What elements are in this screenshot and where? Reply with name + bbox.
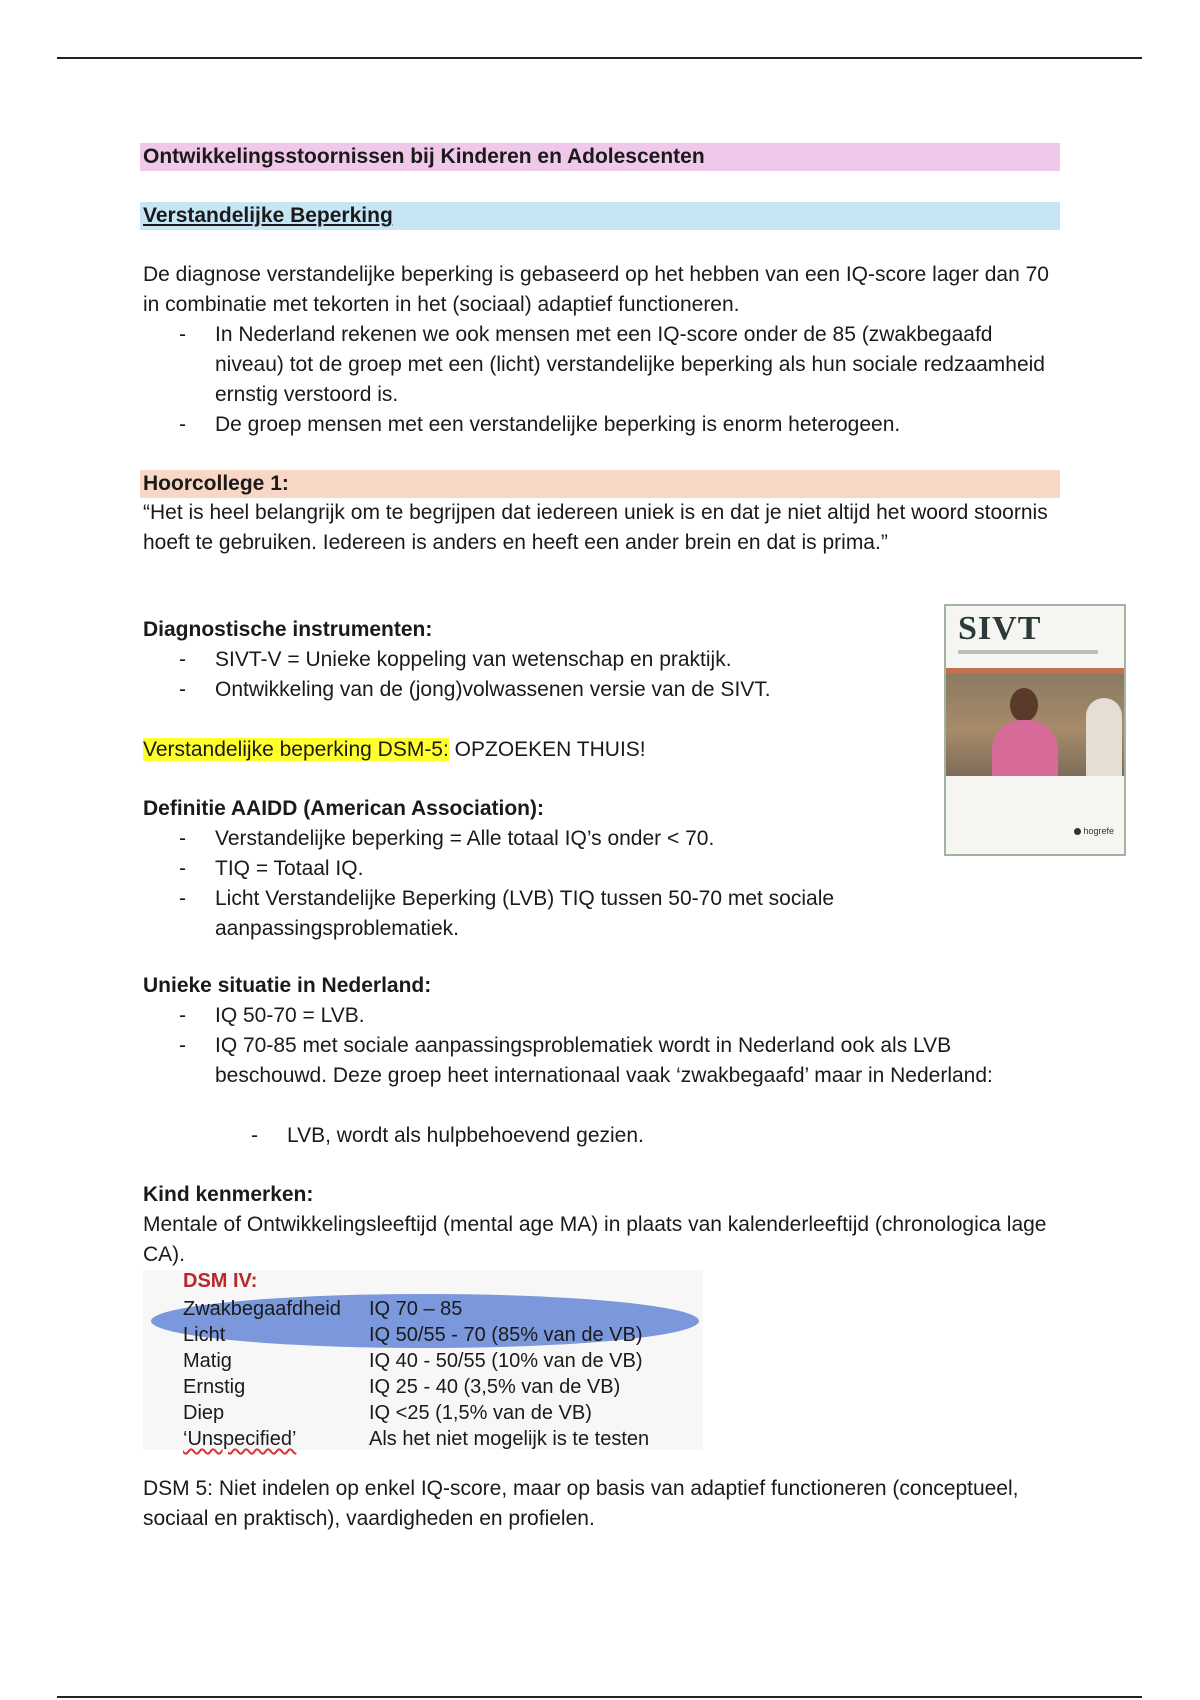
list-item: - In Nederland rekenen we ook mensen met een IQ-score onder de 85 (zwakbegaafd niveau) tot de groep met een (licht) verstandelijke beperking als hun sociale redzaamheid ernstig verstoord is. bbox=[143, 320, 1063, 410]
aaidd-heading: Definitie AAIDD (American Association): bbox=[143, 797, 544, 820]
dsm5-note-highlight: Verstandelijke beperking DSM-5: bbox=[143, 738, 449, 761]
dsm5-paragraph: DSM 5: Niet indelen op enkel IQ-score, maar op basis van adaptief functioneren (conceptueel, sociaal en praktisch), vaardigheden en profielen. bbox=[143, 1477, 1019, 1530]
aaidd-bullets bbox=[143, 824, 1063, 944]
list-item: - TIQ = Totaal IQ. bbox=[143, 854, 1063, 884]
dsm4-title: DSM IV: bbox=[183, 1270, 258, 1292]
list-item: - Licht Verstandelijke Beperking (LVB) TIQ tussen 50-70 met sociale aanpassingsproblematiek. bbox=[143, 884, 1063, 944]
dsm4-row: Ernstig IQ 25 - 40 (3,5% van de VB) bbox=[183, 1376, 621, 1398]
intro-bullets bbox=[143, 320, 1063, 440]
top-rule bbox=[57, 57, 1142, 59]
intro-paragraph: De diagnose verstandelijke beperking is gebaseerd op het hebben van een IQ-score lager dan 70 in combinatie met tekorten in het (sociaal) adaptief functioneren. bbox=[143, 263, 1049, 316]
dsm4-row: ‘Unspecified’ Als het niet mogelijk is te testen bbox=[183, 1428, 650, 1450]
list-item: - De groep mensen met een verstandelijke beperking is enorm heterogeen. bbox=[143, 410, 1063, 440]
list-item: - Ontwikkeling van de (jong)volwassenen versie van de SIVT. bbox=[143, 675, 1063, 705]
kind-heading: Kind kenmerken: bbox=[143, 1183, 314, 1206]
person-body bbox=[992, 720, 1058, 776]
instrumenten-bullets bbox=[143, 645, 1063, 705]
nederland-bullets bbox=[143, 1001, 1063, 1091]
dsm4-row: Diep IQ <25 (1,5% van de VB) bbox=[183, 1402, 592, 1424]
second-figure bbox=[1086, 698, 1122, 776]
list-item: - IQ 50-70 = LVB. bbox=[143, 1001, 1063, 1031]
section-title: Verstandelijke Beperking bbox=[140, 202, 1060, 230]
hoorcollege-quote: “Het is heel belangrijk om te begrijpen dat iedereen uniek is en dat je niet altijd het woord stoornis hoeft te gebruiken. Iedereen is anders en heeft een ander brein en dat is prima.” bbox=[143, 501, 1048, 554]
dsm4-table-image bbox=[143, 1270, 703, 1450]
person-head bbox=[1010, 688, 1038, 722]
list-item: - Verstandelijke beperking = Alle totaal IQ’s onder < 70. bbox=[143, 824, 1063, 854]
dsm4-row: Licht IQ 50/55 - 70 (85% van de VB) bbox=[183, 1324, 643, 1346]
document-title: Ontwikkelingsstoornissen bij Kinderen en Adolescenten bbox=[140, 143, 1060, 171]
dsm5-note-rest: OPZOEKEN THUIS! bbox=[448, 738, 646, 761]
book-title: SIVT bbox=[958, 610, 1042, 647]
dsm5-note bbox=[143, 735, 1063, 765]
instrumenten-heading: Diagnostische instrumenten: bbox=[143, 618, 433, 641]
book-subtitle-line bbox=[958, 650, 1098, 654]
nederland-heading: Unieke situatie in Nederland: bbox=[143, 974, 432, 997]
nederland-sub-bullets bbox=[143, 1121, 1063, 1151]
sivt-book-cover bbox=[944, 604, 1126, 856]
book-photo bbox=[946, 674, 1124, 776]
dsm4-row: Zwakbegaafdheid IQ 70 – 85 bbox=[183, 1298, 463, 1320]
dsm4-row: Matig IQ 40 - 50/55 (10% van de VB) bbox=[183, 1350, 643, 1372]
list-item: - LVB, wordt als hulpbehoevend gezien. bbox=[143, 1121, 1063, 1151]
publisher-logo: hogrefe bbox=[1074, 826, 1114, 836]
hoorcollege-heading: Hoorcollege 1: bbox=[140, 470, 1060, 498]
bottom-rule bbox=[57, 1696, 1142, 1698]
list-item: - IQ 70-85 met sociale aanpassingsproblematiek wordt in Nederland ook als LVB beschouwd. Deze groep heet internationaal vaak ‘zwakbegaafd’ maar in Nederland: bbox=[143, 1031, 1063, 1091]
kind-paragraph: Mentale of Ontwikkelingsleeftijd (mental age MA) in plaats van kalenderleeftijd (chronologica lage CA). bbox=[143, 1213, 1047, 1266]
list-item: - SIVT-V = Unieke koppeling van wetenschap en praktijk. bbox=[143, 645, 1063, 675]
logo-icon bbox=[1074, 828, 1081, 835]
